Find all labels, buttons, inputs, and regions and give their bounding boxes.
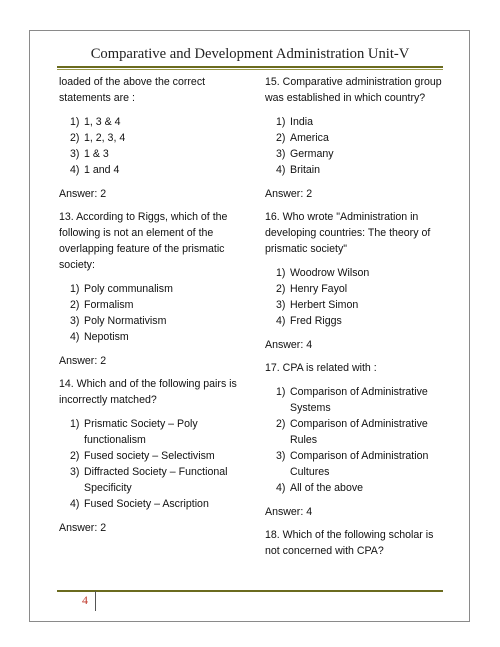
option-text: Germany [290,148,334,160]
option-item: 4) All of the above [276,482,364,494]
question-15-text: 15. Comparative administration group was established in which country? [265,76,442,104]
option-text: Fused society – Selectivism [84,450,215,462]
question-14-answer: Answer: 2 [59,522,107,534]
option-item: 3) Comparison of Administration Cultures [276,450,429,478]
option-text: Fused Society – Ascription [84,498,209,510]
option-text: Fred Riggs [290,315,342,327]
option-text: 1, 3 & 4 [84,116,121,128]
question-13-options [59,281,239,345]
footer-divider [95,591,96,611]
option-item: 2) America [276,132,329,144]
option-text: Britain [290,164,321,176]
header-rule-thin [57,69,443,70]
question-15-options [265,114,445,178]
option-item: 1) Poly communalism [70,283,173,295]
option-item: 3) Herbert Simon [276,299,359,311]
left-column [59,74,239,543]
option-text: 1 & 3 [84,148,109,160]
option-item: 1) 1, 3 & 4 [70,116,121,128]
option-item: 4) Nepotism [70,331,129,343]
right-column [265,74,445,567]
question-15-answer: Answer: 2 [265,188,313,200]
option-item: 3) Diffracted Society – Functional Specificity [70,466,228,494]
option-text: Woodrow Wilson [290,267,370,279]
option-text: Comparison of Administrative Rules [290,418,428,446]
option-text: Comparison of Administrative Systems [290,386,428,414]
option-text: Nepotism [84,331,129,343]
option-text: India [290,116,313,128]
continued-options-list [59,114,239,178]
page-number: 4 [82,593,88,607]
option-text: Diffracted Society – Functional Specificity [84,466,228,494]
question-17-options [265,384,445,496]
option-item: 3) 1 & 3 [70,148,109,160]
option-item: 3) Poly Normativism [70,315,167,327]
option-item: 4) Britain [276,164,321,176]
option-text: America [290,132,329,144]
option-item: 1) Prismatic Society – Poly functionalism [70,418,198,446]
option-item: 4) 1 and 4 [70,164,120,176]
option-text: Formalism [84,299,134,311]
question-17-text: 17. CPA is related with : [265,362,377,374]
option-text: Comparison of Administration Cultures [290,450,429,478]
continued-question-text: loaded of the above the correct statements are : [59,76,206,104]
option-item: 2) Comparison of Administrative Rules [276,418,428,446]
option-item: 1) Comparison of Administrative Systems [276,386,428,414]
option-item: 2) Henry Fayol [276,283,348,295]
question-13-text: 13. According to Riggs, which of the following is not an element of the overlapping feature of the prismatic society: [59,211,228,271]
option-text: 1 and 4 [84,164,120,176]
option-item: 3) Germany [276,148,334,160]
question-18-text: 18. Which of the following scholar is not concerned with CPA? [265,529,434,557]
option-text: Herbert Simon [290,299,359,311]
page-header-title: Comparative and Development Administration Unit-V [90,46,410,62]
question-14-text: 14. Which and of the following pairs is incorrectly matched? [59,378,237,406]
option-item: 1) India [276,116,313,128]
option-item: 2) Fused society – Selectivism [70,450,215,462]
option-text: Henry Fayol [290,283,348,295]
option-item: 2) 1, 2, 3, 4 [70,132,126,144]
question-17-answer: Answer: 4 [265,506,313,518]
option-text: Prismatic Society – Poly functionalism [84,418,198,446]
option-item: 4) Fred Riggs [276,315,342,327]
option-text: Poly communalism [84,283,173,295]
question-16-text: 16. Who wrote "Administration in developing countries: The theory of prismatic society" [265,211,431,255]
option-item: 2) Formalism [70,299,134,311]
footer-rule [57,590,443,592]
question-13-answer: Answer: 2 [59,355,107,367]
header-rule [57,66,443,68]
option-item: 4) Fused Society – Ascription [70,498,209,510]
question-14-options [59,416,239,512]
question-16-options [265,265,445,329]
option-text: All of the above [290,482,364,494]
question-16-answer: Answer: 4 [265,339,313,351]
option-text: 1, 2, 3, 4 [84,132,126,144]
option-text: Poly Normativism [84,315,167,327]
answer-text: Answer: 2 [59,188,107,200]
option-item: 1) Woodrow Wilson [276,267,370,279]
